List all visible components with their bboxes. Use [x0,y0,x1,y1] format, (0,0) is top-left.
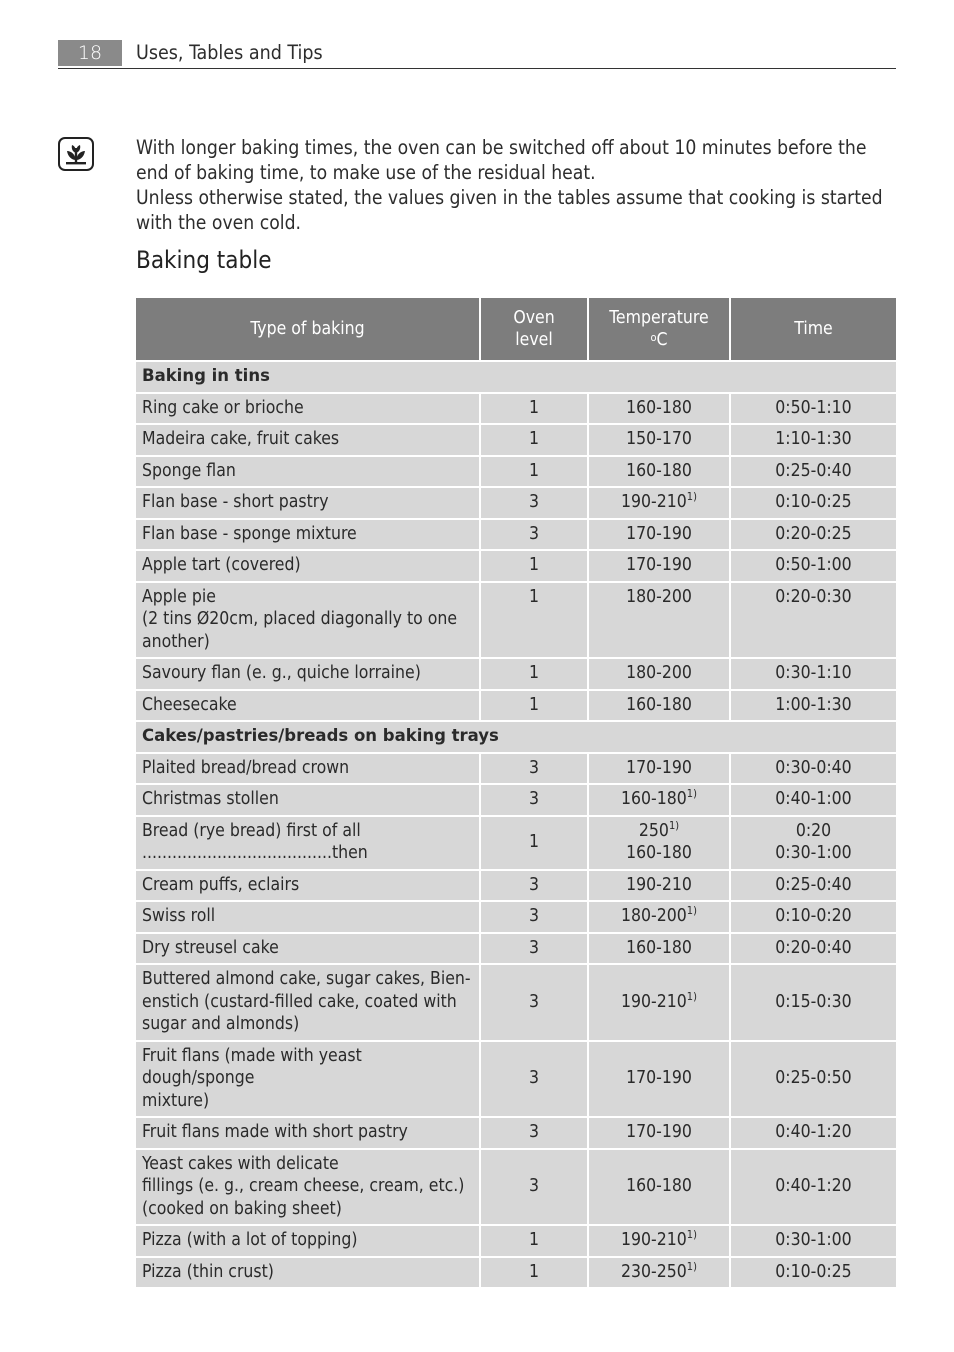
type-line: Fruit flans made with short pastry [142,1122,408,1142]
type-line: (cooked on baking sheet) [142,1198,342,1219]
cell-oven-level: 1 [480,456,588,488]
table-row [136,1041,896,1118]
time-line: 0:20 [795,820,832,841]
footnote-marker: 1) [668,818,680,832]
type-line: Christmas stollen [142,789,279,809]
cell-type [136,870,480,902]
time-line: 0:15-0:30 [775,991,852,1012]
group-title: Cakes/pastries/breads on baking trays [136,721,896,753]
cell-temperature [588,424,730,456]
time-line: 1:00-1:30 [775,694,852,715]
cell-temperature [588,393,730,425]
table-row [136,964,896,1041]
type-line: Fruit flans (made with yeast dough/sponge [142,1045,362,1088]
time-line: 0:20-0:40 [775,937,852,958]
table-row [136,456,896,488]
table-row [136,933,896,965]
temperature-line: 160-180 [626,460,692,481]
table-row [136,487,896,519]
cell-time [730,1041,896,1118]
page-header [58,40,896,69]
type-line: Pizza (thin crust) [142,1261,274,1282]
cell-type [136,658,480,690]
group-row [136,361,896,393]
temperature-line: 160-180 [626,397,692,418]
cell-time [730,1225,896,1257]
table-row [136,1149,896,1226]
cell-oven-level: 1 [480,658,588,690]
cell-oven-level: 1 [480,582,588,659]
cell-time [730,424,896,456]
cell-type [136,1149,480,1226]
cell-temperature [588,753,730,785]
temperature-line: 190-210 [621,991,687,1012]
header-temperature-label: Temperature [609,308,709,328]
time-line: 0:25-0:50 [775,1068,852,1088]
cell-time [730,1257,896,1289]
cell-time [730,658,896,690]
table-row [136,784,896,816]
type-line: another) [142,631,210,652]
header-oven-level [480,298,588,361]
group-title: Baking in tins [136,361,896,393]
time-line: 0:30-1:10 [775,663,852,683]
table-header-row [136,298,896,361]
cell-temperature [588,519,730,551]
table-row [136,753,896,785]
temperature-line: 160-180 [621,789,687,809]
cell-oven-level: 1 [480,690,588,722]
temperature-line: 180-200 [621,906,687,926]
cell-time [730,964,896,1041]
cell-temperature [588,1257,730,1289]
cell-type [136,582,480,659]
temperature-line: 170-190 [626,555,692,575]
cell-time [730,487,896,519]
cell-type [136,456,480,488]
cell-type [136,1257,480,1289]
footnote-marker: 1) [686,1259,697,1273]
table-title: Baking table [136,246,272,274]
cell-type [136,753,480,785]
footnote-marker: 1) [686,1228,697,1242]
type-line: (2 tins Ø20cm, placed diagonally to one [142,609,458,629]
cell-time [730,901,896,933]
cell-temperature [588,1117,730,1149]
cell-type [136,690,480,722]
temperature-line: 150-170 [626,429,692,449]
page-number: 18 [58,40,122,66]
baking-table [136,298,896,1289]
type-line: sugar and almonds) [142,1014,300,1034]
table-row [136,550,896,582]
type-line: Cheesecake [142,694,237,715]
type-line: Pizza (with a lot of topping) [142,1230,358,1250]
cell-oven-level: 3 [480,1149,588,1226]
cell-temperature [588,690,730,722]
time-line: 0:30-1:00 [775,1230,852,1250]
time-line: 0:20-0:25 [775,523,852,544]
temperature-line: 170-190 [626,523,692,544]
temperature-line: 170-190 [626,1068,692,1088]
type-line: mixture) [142,1090,210,1111]
cell-type [136,550,480,582]
footnote-marker: 1) [686,787,697,801]
type-line: Ring cake or brioche [142,397,304,418]
type-line: enstich (custard-filled cake, coated with [142,991,457,1012]
cell-oven-level: 1 [480,393,588,425]
temperature-line: 160-180 [626,937,692,958]
time-line: 0:30-0:40 [775,757,852,778]
cell-oven-level: 3 [480,1117,588,1149]
type-line: Swiss roll [142,906,216,926]
table-row [136,658,896,690]
cell-type [136,487,480,519]
time-line: 0:25-0:40 [775,460,852,481]
cell-type [136,933,480,965]
cell-time [730,784,896,816]
temperature-line: 160-180 [626,694,692,715]
type-line: Flan base - short pastry [142,492,329,512]
table-body [136,361,896,1288]
cell-oven-level: 3 [480,933,588,965]
header-oven-level-line2: level [515,330,553,350]
table-row [136,1225,896,1257]
cell-temperature [588,870,730,902]
cell-type [136,1117,480,1149]
temperature-line: 230-250 [621,1261,687,1282]
cell-oven-level: 1 [480,1225,588,1257]
cell-time [730,933,896,965]
cell-temperature [588,816,730,870]
temperature-line: 190-210 [621,492,687,512]
cell-time [730,582,896,659]
cell-temperature [588,901,730,933]
time-line: 0:50-1:10 [775,397,852,418]
cell-temperature [588,582,730,659]
cell-oven-level: 1 [480,816,588,870]
footnote-marker: 1) [686,989,697,1003]
cell-type [136,901,480,933]
table-row [136,901,896,933]
cell-oven-level: 3 [480,1041,588,1118]
cell-time [730,1149,896,1226]
cell-temperature [588,1149,730,1226]
cell-oven-level: 3 [480,519,588,551]
cell-time [730,753,896,785]
type-line: fillings (e. g., cream cheese, cream, etc.) [142,1176,465,1196]
cell-oven-level: 3 [480,784,588,816]
footnote-marker: 1) [686,904,697,918]
degree-symbol: o [650,331,657,344]
table-row [136,393,896,425]
type-line: Cream puffs, eclairs [142,874,300,895]
temperature-line: 170-190 [626,757,692,778]
type-line: Flan base - sponge mixture [142,523,357,544]
cell-temperature [588,964,730,1041]
temperature-line: 180-200 [626,586,692,607]
table-row [136,1117,896,1149]
tip-icon [58,137,94,171]
cell-type [136,816,480,870]
cell-time [730,393,896,425]
cell-time [730,456,896,488]
cell-oven-level: 3 [480,964,588,1041]
type-line: Dry streusel cake [142,937,279,958]
intro-paragraph-residual-heat: With longer baking times, the oven can be switched off about 10 minutes before the end of baking time, to make use of the residual heat. [136,136,867,184]
cell-type [136,964,480,1041]
cell-type [136,1041,480,1118]
type-line: Bread (rye bread) first of all [142,820,361,841]
temperature-line: 160-180 [626,1176,692,1196]
cell-time [730,1117,896,1149]
cell-temperature [588,1225,730,1257]
cell-type [136,784,480,816]
type-line: Sponge flan [142,460,236,481]
cell-temperature [588,456,730,488]
header-temperature-unit: C [656,330,668,350]
temperature-line: 180-200 [626,663,692,683]
cell-time [730,550,896,582]
time-line: 1:10-1:30 [775,429,852,449]
time-line: 0:40-1:20 [775,1176,852,1196]
type-line: ......................................then [142,843,368,863]
time-line: 0:10-0:25 [775,492,852,512]
temperature-line: 170-190 [626,1122,692,1142]
cell-temperature [588,1041,730,1118]
temperature-line: 190-210 [621,1230,687,1250]
time-line: 0:40-1:00 [775,789,852,809]
table-row [136,816,896,870]
cell-oven-level: 1 [480,1257,588,1289]
temperature-line: 250 [638,820,669,841]
type-line: Savoury flan (e. g., quiche lorraine) [142,663,421,683]
cell-type [136,424,480,456]
cell-type [136,519,480,551]
cell-temperature [588,550,730,582]
table-row [136,424,896,456]
time-line: 0:40-1:20 [775,1122,852,1142]
cell-temperature [588,933,730,965]
temperature-line: 190-210 [626,874,692,895]
table-row [136,690,896,722]
type-line: Apple pie [142,586,216,607]
cell-temperature [588,658,730,690]
header-type: Type of baking [136,298,480,361]
type-line: Plaited bread/bread crown [142,757,350,778]
section-title: Uses, Tables and Tips [136,41,323,64]
cell-type [136,1225,480,1257]
time-line: 0:10-0:25 [775,1261,852,1282]
cell-temperature [588,784,730,816]
intro-paragraph-cold-start: Unless otherwise stated, the values given in the tables assume that cooking is started with the oven cold. [136,186,883,234]
time-line: 0:30-1:00 [775,843,852,863]
group-row [136,721,896,753]
cell-time [730,519,896,551]
type-line: Yeast cakes with delicate [142,1153,339,1174]
header-temperature [588,298,730,361]
cell-oven-level: 1 [480,424,588,456]
cell-oven-level: 3 [480,753,588,785]
time-line: 0:20-0:30 [775,586,852,607]
footnote-marker: 1) [686,490,697,504]
type-line: Apple tart (covered) [142,555,301,575]
temperature-line: 160-180 [626,843,692,863]
table-row [136,1257,896,1289]
cell-type [136,393,480,425]
cell-time [730,816,896,870]
header-oven-level-line1: Oven [513,308,555,328]
table-row [136,582,896,659]
cell-oven-level: 3 [480,487,588,519]
time-line: 0:50-1:00 [775,555,852,575]
type-line: Madeira cake, fruit cakes [142,429,340,449]
cell-oven-level: 3 [480,901,588,933]
cell-temperature [588,487,730,519]
cell-time [730,690,896,722]
time-line: 0:10-0:20 [775,906,852,926]
intro-text [136,135,896,235]
header-time: Time [730,298,896,361]
type-line: Buttered almond cake, sugar cakes, Bien- [142,969,471,989]
time-line: 0:25-0:40 [775,874,852,895]
cell-oven-level: 1 [480,550,588,582]
table-row [136,519,896,551]
cell-time [730,870,896,902]
cell-oven-level: 3 [480,870,588,902]
table-row [136,870,896,902]
